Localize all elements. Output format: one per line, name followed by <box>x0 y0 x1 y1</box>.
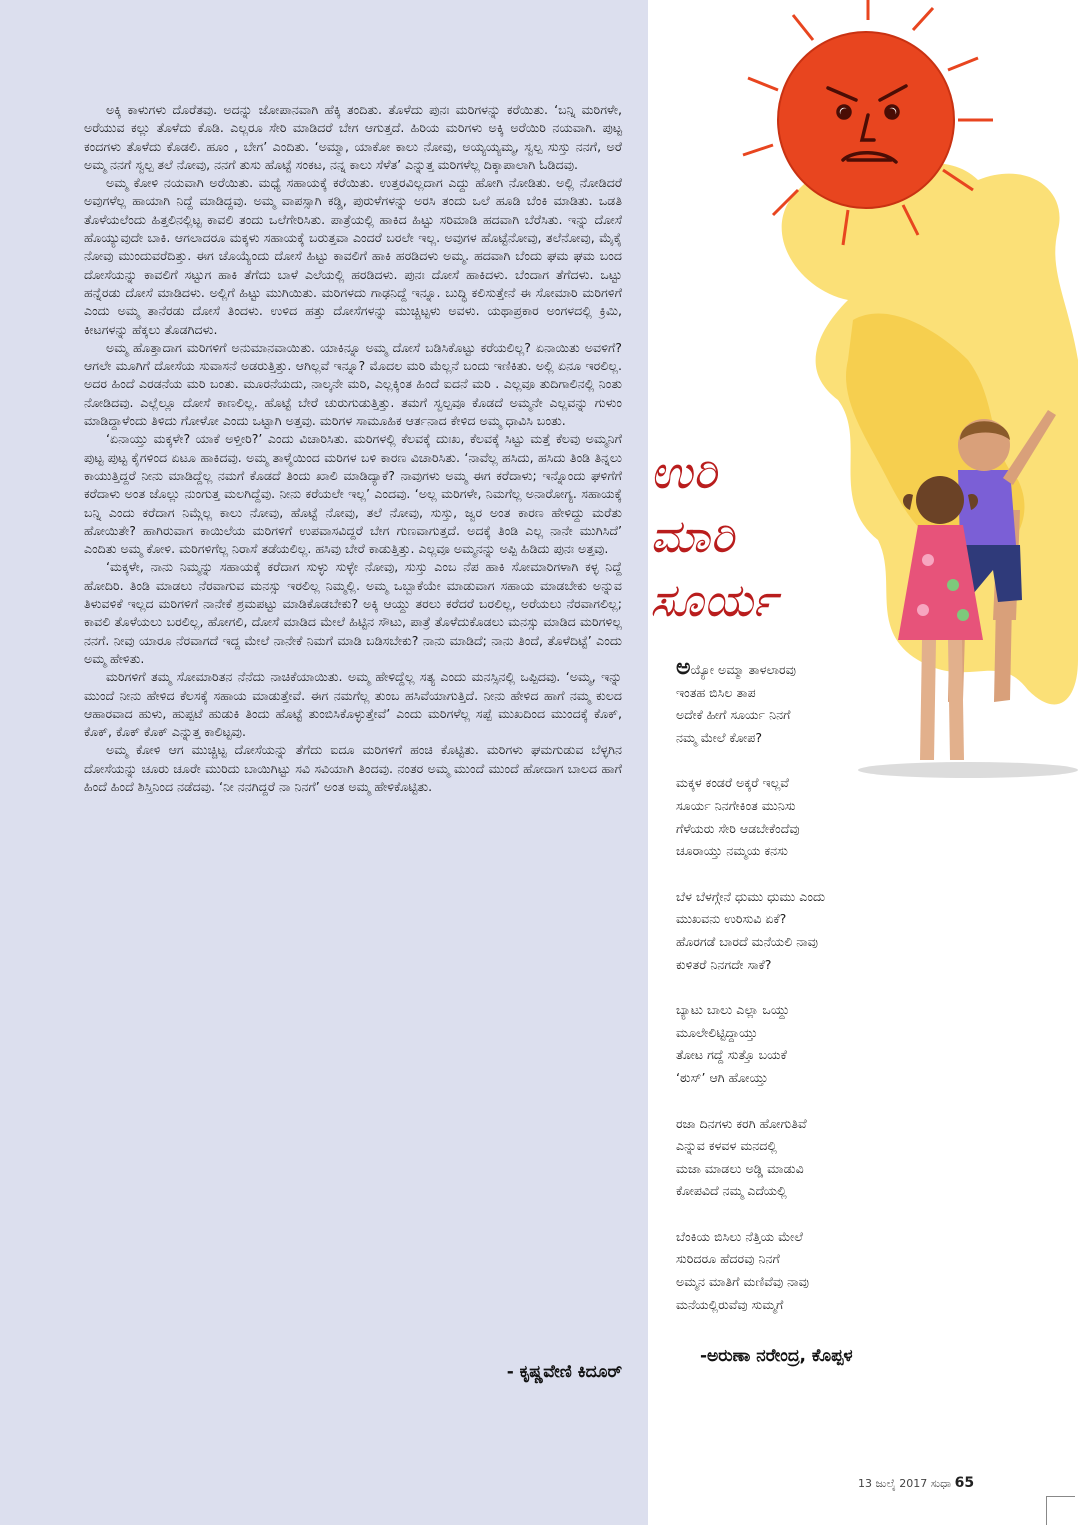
poem-line: ಗೆಳೆಯರು ಸೇರಿ ಆಡಬೇಕೆಂದೆವು <box>676 820 800 836</box>
story-paragraph: ಅಮ್ಮ ಹೊತ್ತಾದಾಗ ಮರಿಗಳಿಗೆ ಅನುಮಾನವಾಯಿತು. ಯಾಕಿನ್ನೂ ಅಮ್ಮ ದೋಸೆ ಬಡಿಸಿಕೊಟ್ಟು ಕರೆಯಲಿಲ್ಲ? ಏನಾಯಿತು ಅವಳಿಗೆ? ಆಗಲೇ ಮೂಗಿಗೆ ದೋಸೆಯ ಸುವಾಸನೆ ಅಡರುತ್ತಿತ್ತು. ಆಗಿಲ್ಲವೆ ಇನ್ನೂ? ಮೊದಲ ಮರಿ ಮೆಲ್ಲನೆ ಬಂದು ಇಣಿಕಿತು. ಅಲ್ಲಿ ಏನೂ ಇರಲಿಲ್ಲ. ಅದರ ಹಿಂದೆ ಎರಡನೆಯ ಮರಿ ಬಂತು. ಮೂರನೆಯದು, ನಾಲ್ಕನೇ ಮರಿ, ಎಲ್ಲಕ್ಕಿಂತ ಹಿಂದೆ ಐದನೆ ಮರಿ . ಎಲ್ಲವೂ ತುದಿಗಾಲಿನಲ್ಲಿ ನಿಂತು ನೋಡಿದವು. ಎಲ್ಲೆಲ್ಲೂ ದೋಸೆ ಕಾಣಲಿಲ್ಲ. ಹೊಟ್ಟೆ ಬೇರೆ ಚುರುಗುಡುತ್ತಿತ್ತು. ತಮಗೆ ಸ್ವಲ್ಪವೂ ಕೊಡದೆ ಅಮ್ಮನೇ ಎಲ್ಲವನ್ನು ಗುಳುಂ ಮಾಡಿದ್ದಾಳೆಂದು ತಿಳಿದು ಗೋಳೋ ಎಂದು ಒಟ್ಟಾಗಿ ಅತ್ತವು. ಮರಿಗಳ ಸಾಮೂಹಿಕ ಆರ್ತನಾದ ಕೇಳಿದ ಅಮ್ಮ ಧಾವಿಸಿ ಬಂತು. <box>84 339 622 429</box>
poem-line: ಹೊರಗಡೆ ಬಾರದೆ ಮನೆಯಲಿ ನಾವು <box>676 933 818 949</box>
crop-corner-mark <box>1046 1496 1075 1525</box>
poem-author: -ಅರುಣಾ ನರೇಂದ್ರ, ಕೊಪ್ಪಳ <box>700 1346 853 1366</box>
story-paragraph: ‘ಏನಾಯ್ತು ಮಕ್ಕಳೇ? ಯಾಕೆ ಅಳ್ತೀರಿ?’ ಎಂದು ವಿಚಾರಿಸಿತು. ಮರಿಗಳಲ್ಲಿ ಕೆಲವಕ್ಕೆ ದುಃಖ, ಕೆಲವಕ್ಕೆ ಸಿಟ್ಟು ಮತ್ತೆ ಕೆಲವು ಅಮ್ಮನಿಗೆ ಪುಟ್ಟ ಪುಟ್ಟ ಕೈಗಳಿಂದ ಏಟೂ ಹಾಕಿದವು. ಅಮ್ಮ ತಾಳ್ಮೆಯಿಂದ ಮರಿಗಳ ಬಳಿ ಕಾರಣ ವಿಚಾರಿಸಿತು. ‘ನಾವೆಲ್ಲ ಹಸಿದು, ಹಸಿದು ತಿಂಡಿ ತಿನ್ನಲು ಕಾಯುತ್ತಿದ್ದರೆ ನೀನು ಮಾಡಿದ್ದೆಲ್ಲ ನಮಗೆ ಕೊಡದೆ ತಿಂದು ಖಾಲಿ ಮಾಡಿದ್ಯಾಕೆ? ನಾವುಗಳು ಅಮ್ಮ ಈಗ ಕರೆದಾಳು; ಇನ್ನೊಂದು ಘಳಿಗೆಗೆ ಕರೆದಾಳು ಅಂತ ಜೊಲ್ಲು ನುಂಗುತ್ತ ಮಲಗಿದ್ದೆವು. ನೀನು ಕರೆಯಲೇ ಇಲ್ಲ’ ಎಂದವು. ‘ಅಲ್ಲ ಮರಿಗಳೇ, ನಿಮಗೆಲ್ಲ ಅನಾರೋಗ್ಯ. ಸಹಾಯಕ್ಕೆ ಬನ್ನಿ ಎಂದು ಕರೆದಾಗ ನಿಮ್ಗೆಲ್ಲ ಕಾಲು ನೋವು, ಹೊಟ್ಟೆ ನೋವು, ತಲೆ ನೋವು, ಸುಸ್ತು, ಜ್ವರ ಅಂತ ಕಾರಣ ಹೇಳಿದ್ದು ಮರೆತು ಹೋಯಿತೇ? ಹಾಗಿರುವಾಗ ಕಾಯಿಲೆಯ ಮರಿಗಳಿಗೆ ಉಪವಾಸವಿದ್ದರೆ ಬೇಗ ಗುಣವಾಗುತ್ತದೆ. ಅದಕ್ಕೆ ತಿಂಡಿ ಎಲ್ಲ ನಾನೇ ಮುಗಿಸಿದೆ’ ಎಂದಿತು ಅಮ್ಮ ಕೋಳಿ. ಮರಿಗಳಿಗೆಲ್ಲ ನಿರಾಸೆ ತಡೆಯಲಿಲ್ಲ. ಹಸಿವು ಬೇರೆ ಕಾಡುತ್ತಿತ್ತು. ಎಲ್ಲವೂ ಅಮ್ಮನನ್ನು ಅಪ್ಪಿ ಹಿಡಿದು ಪುನಃ ಅತ್ತವು. <box>84 431 622 557</box>
poem-stanza <box>676 999 976 1089</box>
story-paragraph: ಅಮ್ಮ ಕೋಳಿ ಆಗ ಮುಚ್ಚಿಟ್ಟ ದೋಸೆಯನ್ನು ತೆಗೆದು ಐದೂ ಮರಿಗಳಿಗೆ ಹಂಚಿ ಕೊಟ್ಟಿತು. ಮರಿಗಳು ಘಮಗುಡುವ ಬೆಳ್ಳಗಿನ ದೋಸೆಯನ್ನು ಚೂರು ಚೂರೇ ಮುರಿದು ಬಾಯಿಗಿಟ್ಟು ಸವಿ ಸವಿಯಾಗಿ ತಿಂದವು. ನಂತರ ಅಮ್ಮ ಮುಂದೆ ಮುಂದೆ ಹೋದಾಗ ಬಾಲದ ಹಾಗೆ ಹಿಂದೆ ಹಿಂದೆ ಶಿಸ್ತಿನಿಂದ ನಡೆದವು. ‘ನೀ ನನಗಿದ್ದರೆ ನಾ ನಿನಗೆ’ ಅಂತ ಅಮ್ಮ ಹೇಳಿಕೊಟ್ಟಿತು. <box>84 742 622 794</box>
story-author: - ಕೃಷ್ಣವೇಣಿ ಕಿದೂರ್ <box>506 1362 622 1382</box>
story-paragraph: ಅಮ್ಮ ಕೋಳಿ ನಯವಾಗಿ ಅರೆಯಿತು. ಮಧ್ಯೆ ಸಹಾಯಕ್ಕೆ ಕರೆಯಿತು. ಉತ್ತರವಿಲ್ಲದಾಗ ಎದ್ದು ಹೋಗಿ ನೋಡಿತು. ಅಲ್ಲಿ ನೋಡಿದರೆ ಅವುಗಳೆಲ್ಲ ಹಾಯಾಗಿ ನಿದ್ದೆ ಮಾಡಿದ್ದವು. ಅಮ್ಮ ವಾಪಸ್ಸಾಗಿ ಕಡ್ಡಿ, ಪುರುಳೆಗಳನ್ನು ಅರಸಿ ತಂದು ಒಲೆ ಹೂಡಿ ಬೆಂಕಿ ಮಾಡಿತು. ಒಡತಿ ತೊಳೆಯಲೆಂದು ಹಿತ್ತಲಿನಲ್ಲಿಟ್ಟ ಕಾವಲಿ ತಂದು ಒಲೆಗೇರಿಸಿತು. ಪಾತ್ರೆಯಲ್ಲಿ ಹಾಕಿದ ಹಿಟ್ಟು ಸರಿಮಾಡಿ ಹದವಾಗಿ ಬೆರೆಸಿತು. ಇನ್ನು ದೋಸೆ ಹೊಯ್ಯುವುದೇ ಬಾಕಿ. ಆಗಲಾದರೂ ಮಕ್ಕಳು ಸಹಾಯಕ್ಕೆ ಬರುತ್ತವಾ ಎಂದರೆ ಬರಲೇ ಇಲ್ಲ. ಅವುಗಳ ಹೊಟ್ಟೆನೋವು, ತಲೆನೋವು, ಮೈಕೈ ನೋವು ಮುಂದುವರೆದಿತ್ತು. ಈಗ ಚೊಯ್ಯೆಂದು ದೋಸೆ ಹಿಟ್ಟು ಕಾವಲಿಗೆ ಹಾಕಿ ಹರಡಿದಳು ಅಮ್ಮ. ಹದವಾಗಿ ಬೆಂದು ಘಮ ಘಮ ಬಂದ ದೋಸೆಯನ್ನು ಕಾವಲಿಗೆ ಸಟ್ಟುಗ ಹಾಕಿ ತೆಗೆದು ಬಾಳೆ ಎಲೆಯಲ್ಲಿ ಹರಡಿದಳು. ಪುನಃ ದೋಸೆ ಹಾಕಿದಳು. ಬೆಂದಾಗ ತೆಗೆದಳು. ಒಟ್ಟು ಹನ್ನೆರಡು ದೋಸೆ ಮಾಡಿದಳು. ಅಲ್ಲಿಗೆ ಹಿಟ್ಟು ಮುಗಿಯಿತು. ಮರಿಗಳದು ಗಾಢನಿದ್ದೆ ಇನ್ನೂ. ಬುದ್ಧಿ ಕಲಿಸುತ್ತೇನೆ ಈ ಸೋಮಾರಿ ಮರಿಗಳಿಗೆ ಎಂದು ಅಮ್ಮ ತಾನೆರಡು ದೋಸೆ ತಿಂದಳು. ಉಳಿದ ಹತ್ತು ದೋಸೆಗಳನ್ನು ಮುಚ್ಚಿಟ್ಟಳು ಅವಳು. ಯಥಾಪ್ರಕಾರ ಅಂಗಳದಲ್ಲಿ ಕ್ರಿಮಿ, ಕೀಟಗಳನ್ನು ಹೆಕ್ಕಲು ತೊಡಗಿದಳು. <box>84 175 622 337</box>
story-text <box>84 101 622 796</box>
poem-line: ಮಜಾ ಮಾಡಲು ಅಡ್ಡಿ ಮಾಡುವಿ <box>676 1160 804 1176</box>
poem-line-text: ಯ್ಯೋ ಅಮ್ಮಾ ತಾಳಲಾರವು <box>690 662 796 677</box>
poem-line: ಬೆಂಕಿಯ ಬಿಸಿಲು ನೆತ್ತಿಯ ಮೇಲೆ <box>676 1228 803 1244</box>
poem-stanza <box>676 886 976 976</box>
story-paragraph: ‘ಮಕ್ಕಳೇ, ನಾನು ನಿಮ್ಮನ್ನು ಸಹಾಯಕ್ಕೆ ಕರೆದಾಗ ಸುಳ್ಳು ಸುಳ್ಳೇ ನೋವು, ಸುಸ್ತು ಎಂಬ ನೆಪ ಹಾಕಿ ಸೋಮಾರಿಗಳಾಗಿ ಕಳ್ಳ ನಿದ್ದೆ ಹೋದಿರಿ. ತಿಂಡಿ ಮಾಡಲು ನೆರವಾಗುವ ಮನಸ್ಸು ಇರಲಿಲ್ಲ ನಿಮ್ಮಲ್ಲಿ. ಅಮ್ಮ ಒಬ್ಬಾಕೆಯೇ ಮಾಡುವಾಗ ಸಹಾಯ ಮಾಡಬೇಕು ಅನ್ನುವ ತಿಳುವಳಿಕೆ ಇಲ್ಲದ ಮರಿಗಳಿಗೆ ನಾನೇಕೆ ಶ್ರಮಪಟ್ಟು ಮಾಡಿಕೊಡಬೇಕು? ಅಕ್ಕಿ ಆಯ್ದು ತರಲು ಕರೆದರೆ ಬರಲಿಲ್ಲ, ಅರೆಯಲು ನೆರವಾಗಲಿಲ್ಲ; ಕಾವಲಿ ತೊಳೆಯಲು ಬರಲಿಲ್ಲ, ಹೋಗಲಿ, ದೋಸೆ ಮಾಡಿದ ಮೇಲೆ ಹಿಟ್ಟಿನ ಸೌಟು, ಪಾತ್ರೆ ತೊಳೆದುಕೊಡಲು ಮನಸ್ಸು ಮಾಡಿದ ಮರಿಗಳಿಲ್ಲ ನನಗೆ. ನೀವು ಯಾರೂ ನೆರವಾಗದೆ ಇದ್ದ ಮೇಲೆ ನಾನೇಕೆ ನಿಮಗೆ ಮಾಡಿ ಬಡಿಸಬೇಕು? ನಾನು ಮಾಡಿದೆ; ನಾನು ತಿಂದೆ, ತೊಳೆದಿಟ್ಟೆ’ ಎಂದು ಅಮ್ಮ ಹೇಳಿತು. <box>84 559 622 666</box>
poem-title <box>650 440 830 650</box>
poem-line: ಮಕ್ಕಳ ಕಂಡರೆ ಅಕ್ಕರೆ ಇಲ್ಲವೆ <box>676 775 789 791</box>
story-paragraph: ಅಕ್ಕಿ ಕಾಳುಗಳು ದೊರೆತವು. ಅದನ್ನು ಜೋಪಾನವಾಗಿ ಹೆಕ್ಕಿ ತಂದಿತು. ತೊಳೆದು ಪುನಃ ಮರಿಗಳನ್ನು ಕರೆಯಿತು. ‘ಬನ್ನಿ ಮರಿಗಳೇ, ಅರೆಯುವ ಕಲ್ಲು ತೊಳೆದು ಕೊಡಿ. ಎಲ್ಲರೂ ಸೇರಿ ಮಾಡಿದರೆ ಬೇಗ ಆಗುತ್ತದೆ. ಹಿರಿಯ ಮರಿಗಳು ಅಕ್ಕಿ ಅರೆಯಿರಿ ನಯವಾಗಿ. ಪುಟ್ಟ ಕಂದಗಳು ತೊಳೆದು ಕೊಡಲಿ. ಹೂಂ , ಬೇಗ’ ಎಂದಿತು. ‘ಅಮ್ಮಾ, ಯಾಕೋ ಕಾಲು ನೋವು, ಅಯ್ಯಯ್ಯಮ್ಮ, ಸ್ವಲ್ಪ ಸುಸ್ತು ನನಗೆ, ಅರೆ ಅಮ್ಮ ನನಗೆ ಸ್ವಲ್ಪ ತಲೆ ನೋವು, ನನಗೆ ತುಸು ಹೊಟ್ಟೆ ಸಂಕಟ, ನನ್ನ ಕಾಲು ಸೆಳೆತ’ ಎನ್ನುತ್ತ ಮರಿಗಳೆಲ್ಲ ದಿಕ್ಕಾಪಾಲಾಗಿ ಓಡಿದವು. <box>84 102 622 172</box>
poem-line: ಮೂಲೇಲಿಟ್ಟಿದ್ದಾಯ್ತು <box>676 1024 758 1040</box>
poem-line: ಮನೆಯಲ್ಲಿರುವೆವು ಸುಮ್ಮಗೆ <box>676 1296 784 1312</box>
folio-magazine: ಸುಧಾ <box>930 1477 952 1490</box>
poem-line: ಕುಳಿತರೆ ನಿನಗದೇ ಸಾಕೆ? <box>676 956 772 972</box>
poem-line: ಇಂತಹ ಬಿಸಿಲ ತಾಪ <box>676 684 756 700</box>
page-folio <box>858 1475 974 1491</box>
poem-dropcap: ಅ <box>676 655 691 680</box>
poem-line: ತೋಟ ಗದ್ದೆ ಸುತ್ತೊ ಬಯಕೆ <box>676 1047 787 1063</box>
poem-body <box>676 657 976 1339</box>
folio-date: 13 ಜುಲೈ 2017 <box>858 1477 928 1490</box>
story-paragraph: ಮರಿಗಳಿಗೆ ತಮ್ಮ ಸೋಮಾರಿತನ ನೆನೆದು ನಾಚಿಕೆಯಾಯಿತು. ಅಮ್ಮ ಹೇಳಿದ್ದೆಲ್ಲ ಸತ್ಯ ಎಂದು ಮನಸ್ಸಿನಲ್ಲಿ ಒಪ್ಪಿದವು. ‘ಅಮ್ಮ, ಇನ್ನು ಮುಂದೆ ನೀನು ಹೇಳಿದ ಕೆಲಸಕ್ಕೆ ಸಹಾಯ ಮಾಡುತ್ತೇವೆ. ಈಗ ನಮಗೆಲ್ಲ ತುಂಬ ಹಸಿವೆಯಾಗುತ್ತಿದೆ. ನೀನು ಹೇಳಿದ ಹಾಗೆ ನಮ್ಮ ಕುಲದ ಆಹಾರವಾದ ಹುಳು, ಹುಪ್ಪಟೆ ಹುಡುಕಿ ತಿಂದು ಹೊಟ್ಟೆ ತುಂಬಿಸಿಕೊಳ್ಳುತ್ತೇವೆ’ ಎಂದು ಮರಿಗಳೆಲ್ಲ ಸಪ್ಪೆ ಮುಖದಿಂದ ಮುಂದಕ್ಕೆ ಕೊಕ್, ಕೊಕ್, ಕೊಕ್ ಕೊಕ್ ಎನ್ನುತ್ತ ಕಾಲಿಟ್ಟವು. <box>84 669 622 740</box>
poem-line: ಸೂರ್ಯ ನಿನಗೇಕಿಂತ ಮುನಿಸು <box>676 797 796 813</box>
folio-page-number: 65 <box>954 1475 975 1491</box>
poem-title-line: ಸೂರ್ಯ <box>650 573 777 627</box>
poem-title-line: ಮಾರಿ <box>650 509 735 563</box>
poem-line: ಅದೇಕೆ ಹೀಗೆ ಸೂರ್ಯ ನಿನಗೆ <box>676 707 791 723</box>
poem-line: ನಮ್ಮ ಮೇಲೆ ಕೋಪ? <box>676 729 763 745</box>
poem-line: ಎನ್ನುವ ಕಳವಳ ಮನದಲ್ಲಿ <box>676 1138 777 1154</box>
poem-line: ಅಮ್ಮನ ಮಾತಿಗೆ ಮಣಿವೆವು ನಾವು <box>676 1274 809 1290</box>
poem-stanza <box>676 1226 976 1316</box>
poem-line: ಕೋಪವಿದೆ ನಮ್ಮ ಎದೆಯಲ್ಲಿ <box>676 1183 787 1199</box>
poem-line: ಸುರಿದರೂ ಹೆದರವು ನಿನಗೆ <box>676 1251 780 1267</box>
poem-line: ರಜಾ ದಿನಗಳು ಕರಗಿ ಹೋಗುತಿವೆ <box>676 1115 807 1131</box>
poem-line: ಚೂರಾಯ್ತು ನಮ್ಮಯ ಕನಸು <box>676 843 788 859</box>
poem-stanza <box>676 657 976 749</box>
poem-line <box>676 657 976 682</box>
poem-stanza <box>676 772 976 862</box>
poem-line: ಬ್ಯಾಟು ಬಾಲು ಎಲ್ಲಾ ಒಯ್ದು <box>676 1002 790 1018</box>
poem-line: ‘ಠುಸ್’ ಆಗಿ ಹೋಯ್ತು <box>676 1069 769 1085</box>
poem-title-line: ಉರಿ <box>650 445 717 499</box>
poem-stanza <box>676 1113 976 1203</box>
poem-line: ಬೆಳ ಬೆಳಗ್ಗೇನೆ ಧುಮು ಧುಮು ಎಂದು <box>676 888 826 904</box>
poem-line: ಮುಖವನು ಉರಿಸುವಿ ಏಕೆ? <box>676 911 787 927</box>
